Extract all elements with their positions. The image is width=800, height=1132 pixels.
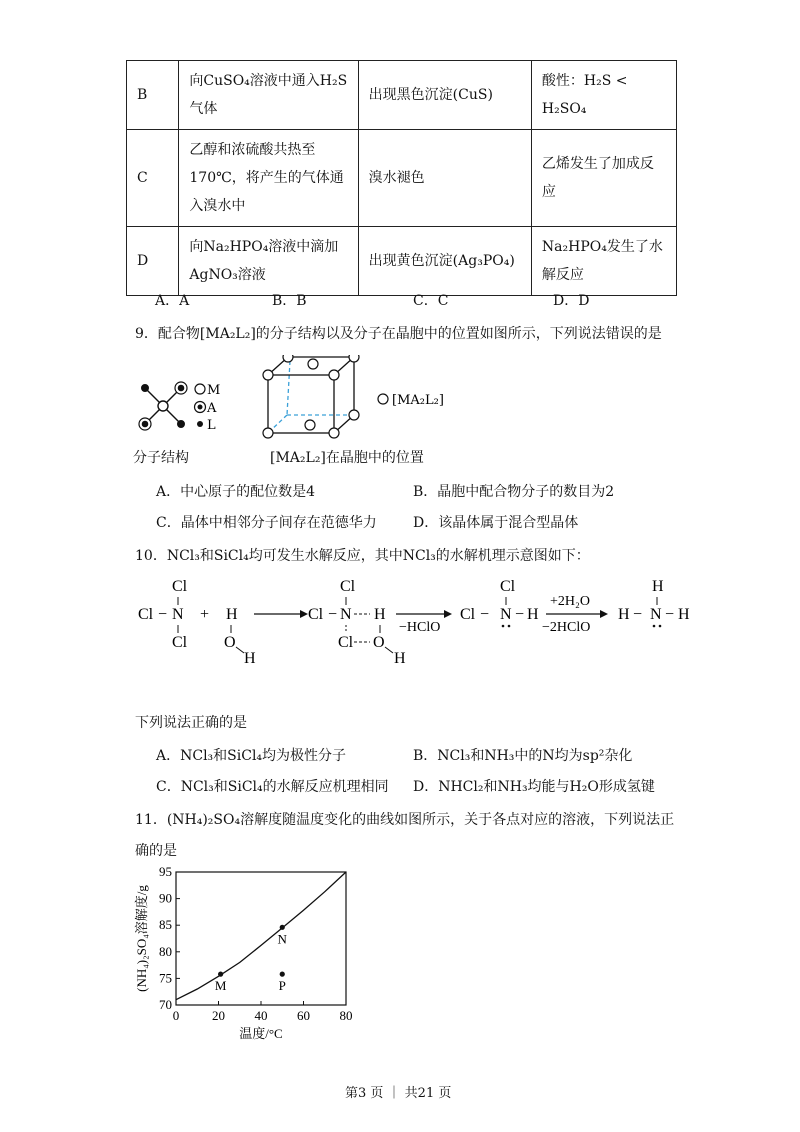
svg-text:H: H	[374, 606, 386, 623]
svg-text:O: O	[373, 634, 385, 651]
y-tick-label: 95	[159, 864, 172, 879]
table-row	[127, 61, 677, 130]
y-tick-label: 70	[159, 997, 172, 1012]
q11-stem-line2: 确的是	[135, 843, 177, 859]
choice-c: C．C	[413, 293, 449, 309]
choice-b: B．B	[272, 293, 307, 309]
x-tick-label: 80	[339, 1008, 353, 1023]
svg-text:+: +	[200, 606, 210, 623]
point-label-n: N	[277, 931, 287, 947]
conclusion-cell: 乙烯发生了加成反应	[531, 130, 676, 227]
phenomenon-cell: 出现黑色沉淀(CuS)	[358, 61, 531, 130]
svg-text:H: H	[394, 650, 406, 667]
svg-text:N: N	[500, 606, 512, 623]
legend-cell-molecule: [MA₂L₂]	[392, 393, 444, 408]
svg-text:H: H	[618, 606, 630, 623]
legend-l: L	[207, 418, 216, 433]
q9-choice-c: C．晶体中相邻分子间存在范德华力	[156, 515, 377, 531]
q9-choice-b: B．晶胞中配合物分子的数目为2	[413, 484, 615, 500]
caption-molecule: 分子结构	[133, 450, 189, 466]
y-tick-label: 80	[159, 943, 172, 959]
q9-stem: 9．配合物[MA₂L₂]的分子结构以及分子在晶胞中的位置如图所示，下列说法错误的是	[135, 326, 662, 342]
svg-text:−HClO: −HClO	[399, 620, 441, 635]
solubility-chart	[130, 860, 370, 1045]
choice-a: A．A	[155, 293, 190, 309]
svg-text:Cl: Cl	[172, 634, 188, 651]
svg-text:+2H₂O: +2H₂O	[550, 594, 590, 609]
y-axis-label: (NH₄)₂SO₄溶解度/g	[134, 885, 149, 992]
q9-choice-d: D．该晶体属于混合型晶体	[413, 515, 579, 531]
q10-prompt: 下列说法正确的是	[135, 715, 247, 731]
svg-text:−: −	[665, 606, 675, 623]
y-tick-label: 75	[159, 970, 172, 986]
svg-text:H: H	[652, 578, 664, 595]
svg-text:O: O	[224, 634, 236, 651]
svg-text:N: N	[172, 606, 184, 623]
point-p	[280, 972, 285, 977]
phenomenon-cell: 出现黄色沉淀(Ag₃PO₄)	[358, 227, 531, 296]
svg-text:H: H	[244, 650, 256, 667]
experiment-table	[126, 60, 677, 296]
point-label-p: P	[278, 978, 286, 994]
plot-frame	[176, 872, 346, 1005]
operation-cell: 乙醇和浓硫酸共热至170℃，将产生的气体通入溴水中	[179, 130, 358, 227]
svg-text:H: H	[226, 606, 238, 623]
operation-cell: 向Na₂HPO₄溶液中滴加AgNO₃溶液	[179, 227, 358, 296]
choice-d: D．D	[553, 293, 590, 309]
svg-text:Cl: Cl	[172, 578, 188, 595]
point-label-m: M	[214, 978, 227, 994]
q9-choice-a: A．中心原子的配位数是4	[156, 484, 316, 500]
table-row	[127, 130, 677, 227]
row-label: C	[127, 130, 179, 227]
caption-unit-cell: [MA₂L₂]在晶胞中的位置	[270, 450, 424, 466]
x-tick-label: 60	[297, 1008, 310, 1023]
x-tick-label: 20	[212, 1008, 225, 1023]
page-footer: 第3 页 ｜ 共21 页	[345, 1086, 452, 1101]
q10-choice-a: A．NCl₃和SiCl₄均为极性分子	[156, 748, 347, 764]
svg-text:Cl: Cl	[138, 606, 154, 623]
svg-text:−: −	[158, 606, 168, 623]
operation-cell: 向CuSO₄溶液中通入H₂S气体	[179, 61, 358, 130]
x-tick-label: 0	[172, 1008, 180, 1023]
svg-text:H: H	[527, 606, 539, 623]
svg-text:H: H	[678, 606, 690, 623]
point-n	[280, 925, 285, 930]
y-tick-label: 85	[159, 917, 172, 933]
molecule-legend	[195, 383, 221, 433]
conclusion-cell: 酸性：H₂S < H₂SO₄	[531, 61, 676, 130]
svg-text:−: −	[633, 606, 643, 623]
y-tick-label: 90	[159, 890, 172, 906]
q10-choice-b: B．NCl₃和NH₃中的N均为sp²杂化	[413, 748, 633, 764]
solubility-curve	[176, 872, 346, 1000]
svg-text:Cl: Cl	[308, 606, 324, 623]
svg-text:Cl: Cl	[500, 578, 516, 595]
x-axis-label: 温度/°C	[239, 1026, 283, 1041]
legend-a: A	[207, 401, 217, 416]
svg-text:−: −	[480, 606, 490, 623]
phenomenon-cell: 溴水褪色	[358, 130, 531, 227]
q9-figure	[130, 355, 470, 450]
cell-molecules	[263, 355, 359, 438]
point-m	[218, 972, 223, 977]
legend-m: M	[207, 383, 221, 398]
svg-text:N: N	[650, 606, 662, 623]
svg-text:Cl: Cl	[340, 578, 356, 595]
conclusion-cell: Na₂HPO₄发生了水解反应	[531, 227, 676, 296]
svg-text:−: −	[515, 606, 525, 623]
svg-text:N: N	[340, 606, 352, 623]
q10-choice-c: C．NCl₃和SiCl₄的水解反应机理相同	[156, 779, 389, 795]
table-row	[127, 227, 677, 296]
q11-stem-line1: 11．(NH₄)₂SO₄溶解度随温度变化的曲线如图所示，关于各点对应的溶液，下列说法正	[135, 812, 675, 828]
x-tick-label: 40	[254, 1008, 268, 1023]
row-label: B	[127, 61, 179, 130]
svg-text:Cl: Cl	[338, 634, 354, 651]
svg-text:Cl: Cl	[460, 606, 476, 623]
q10-choice-d: D．NHCl₂和NH₃均能与H₂O形成氢键	[413, 779, 655, 795]
molecule-structure	[139, 382, 187, 430]
row-label: D	[127, 227, 179, 296]
q10-stem: 10．NCl₃和SiCl₄均可发生水解反应，其中NCl₃的水解机理示意图如下：	[135, 548, 590, 564]
hydrolysis-scheme	[130, 575, 710, 670]
svg-text:−2HClO: −2HClO	[542, 620, 591, 635]
svg-text:−: −	[328, 606, 338, 623]
